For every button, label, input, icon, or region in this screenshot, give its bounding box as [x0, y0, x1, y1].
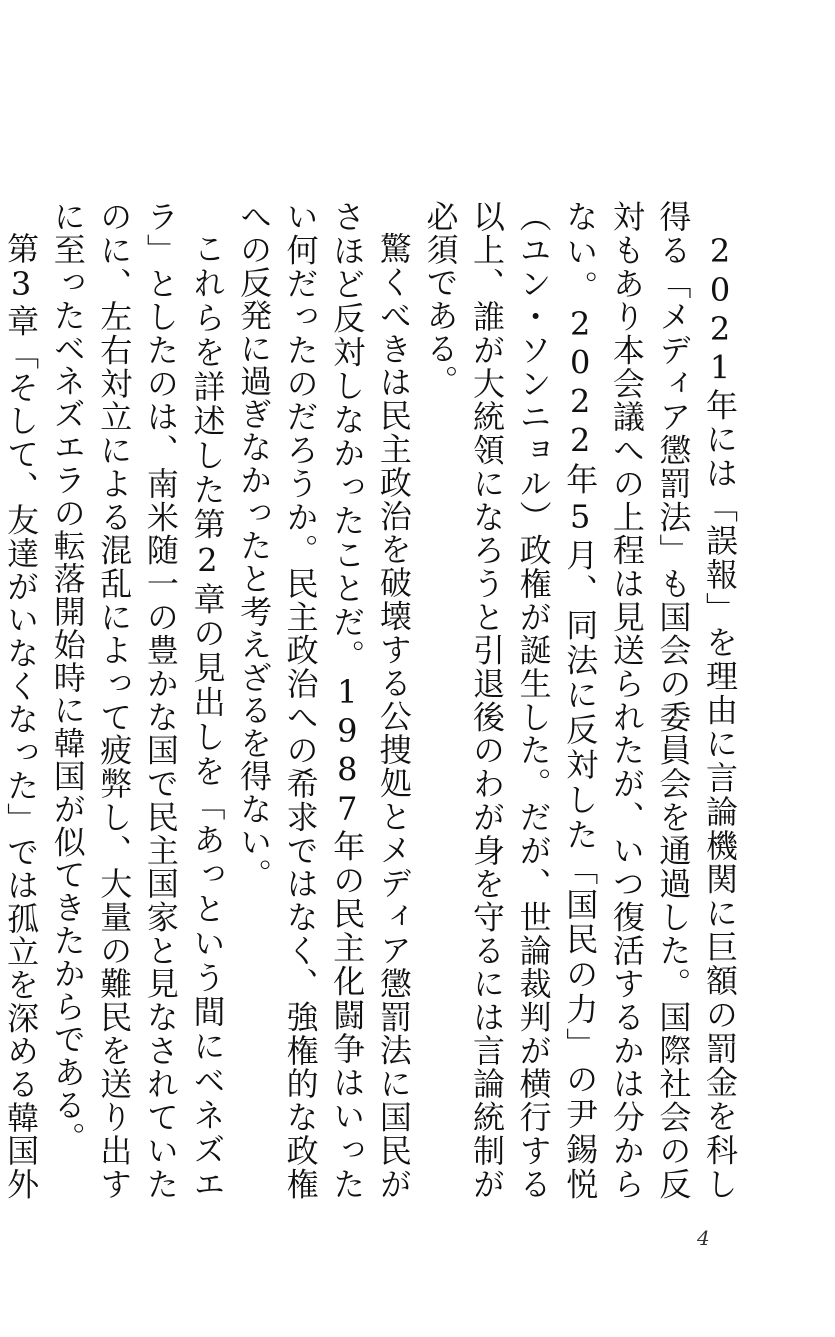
paragraph: これらを詳述した第2章の見出しを「あっという間にベネズエラ」としたのは、南米随一の豊かな国で民主国家と見なされていたのに、左右対立による混乱によって疲弊し、大量の難民を送り出すに至ったベネズエラの転落開始時に韓国が似てきたからである。 [48, 200, 227, 1200]
paragraph: 驚くべきは民主政治を破壊する公捜処とメディア懲罰法に国民がさほど反対しなかったことだ。1987年の民主化闘争はいったい何だったのだろうか。民主政治への希求ではなく、強権的な政権への反発に過ぎなかったと考えざるを得ない。 [235, 200, 413, 1200]
vertical-body-text [2, 200, 743, 1200]
paragraph: 第3章「そして、友達がいなくなった」では孤立を深める韓国外 [2, 232, 41, 1200]
paragraph: 2021年には「誤報」を理由に言論機関に巨額の罰金を科し得る「メディア懲罰法」も国会の委員会を通過した。国際社会の反対もあり本会議への上程は見送られたが、いつ復活するかは分からない。2022年5月、同法に反対した「国民の力」の尹錫悦（ユン・ソンニョル）政権が誕生した。だが、世論裁判が横行する以上、誰が大統領になろうと引退後のわが身を守るには言論統制が必須である。 [421, 200, 739, 1200]
page-number: 4 [697, 1226, 710, 1250]
